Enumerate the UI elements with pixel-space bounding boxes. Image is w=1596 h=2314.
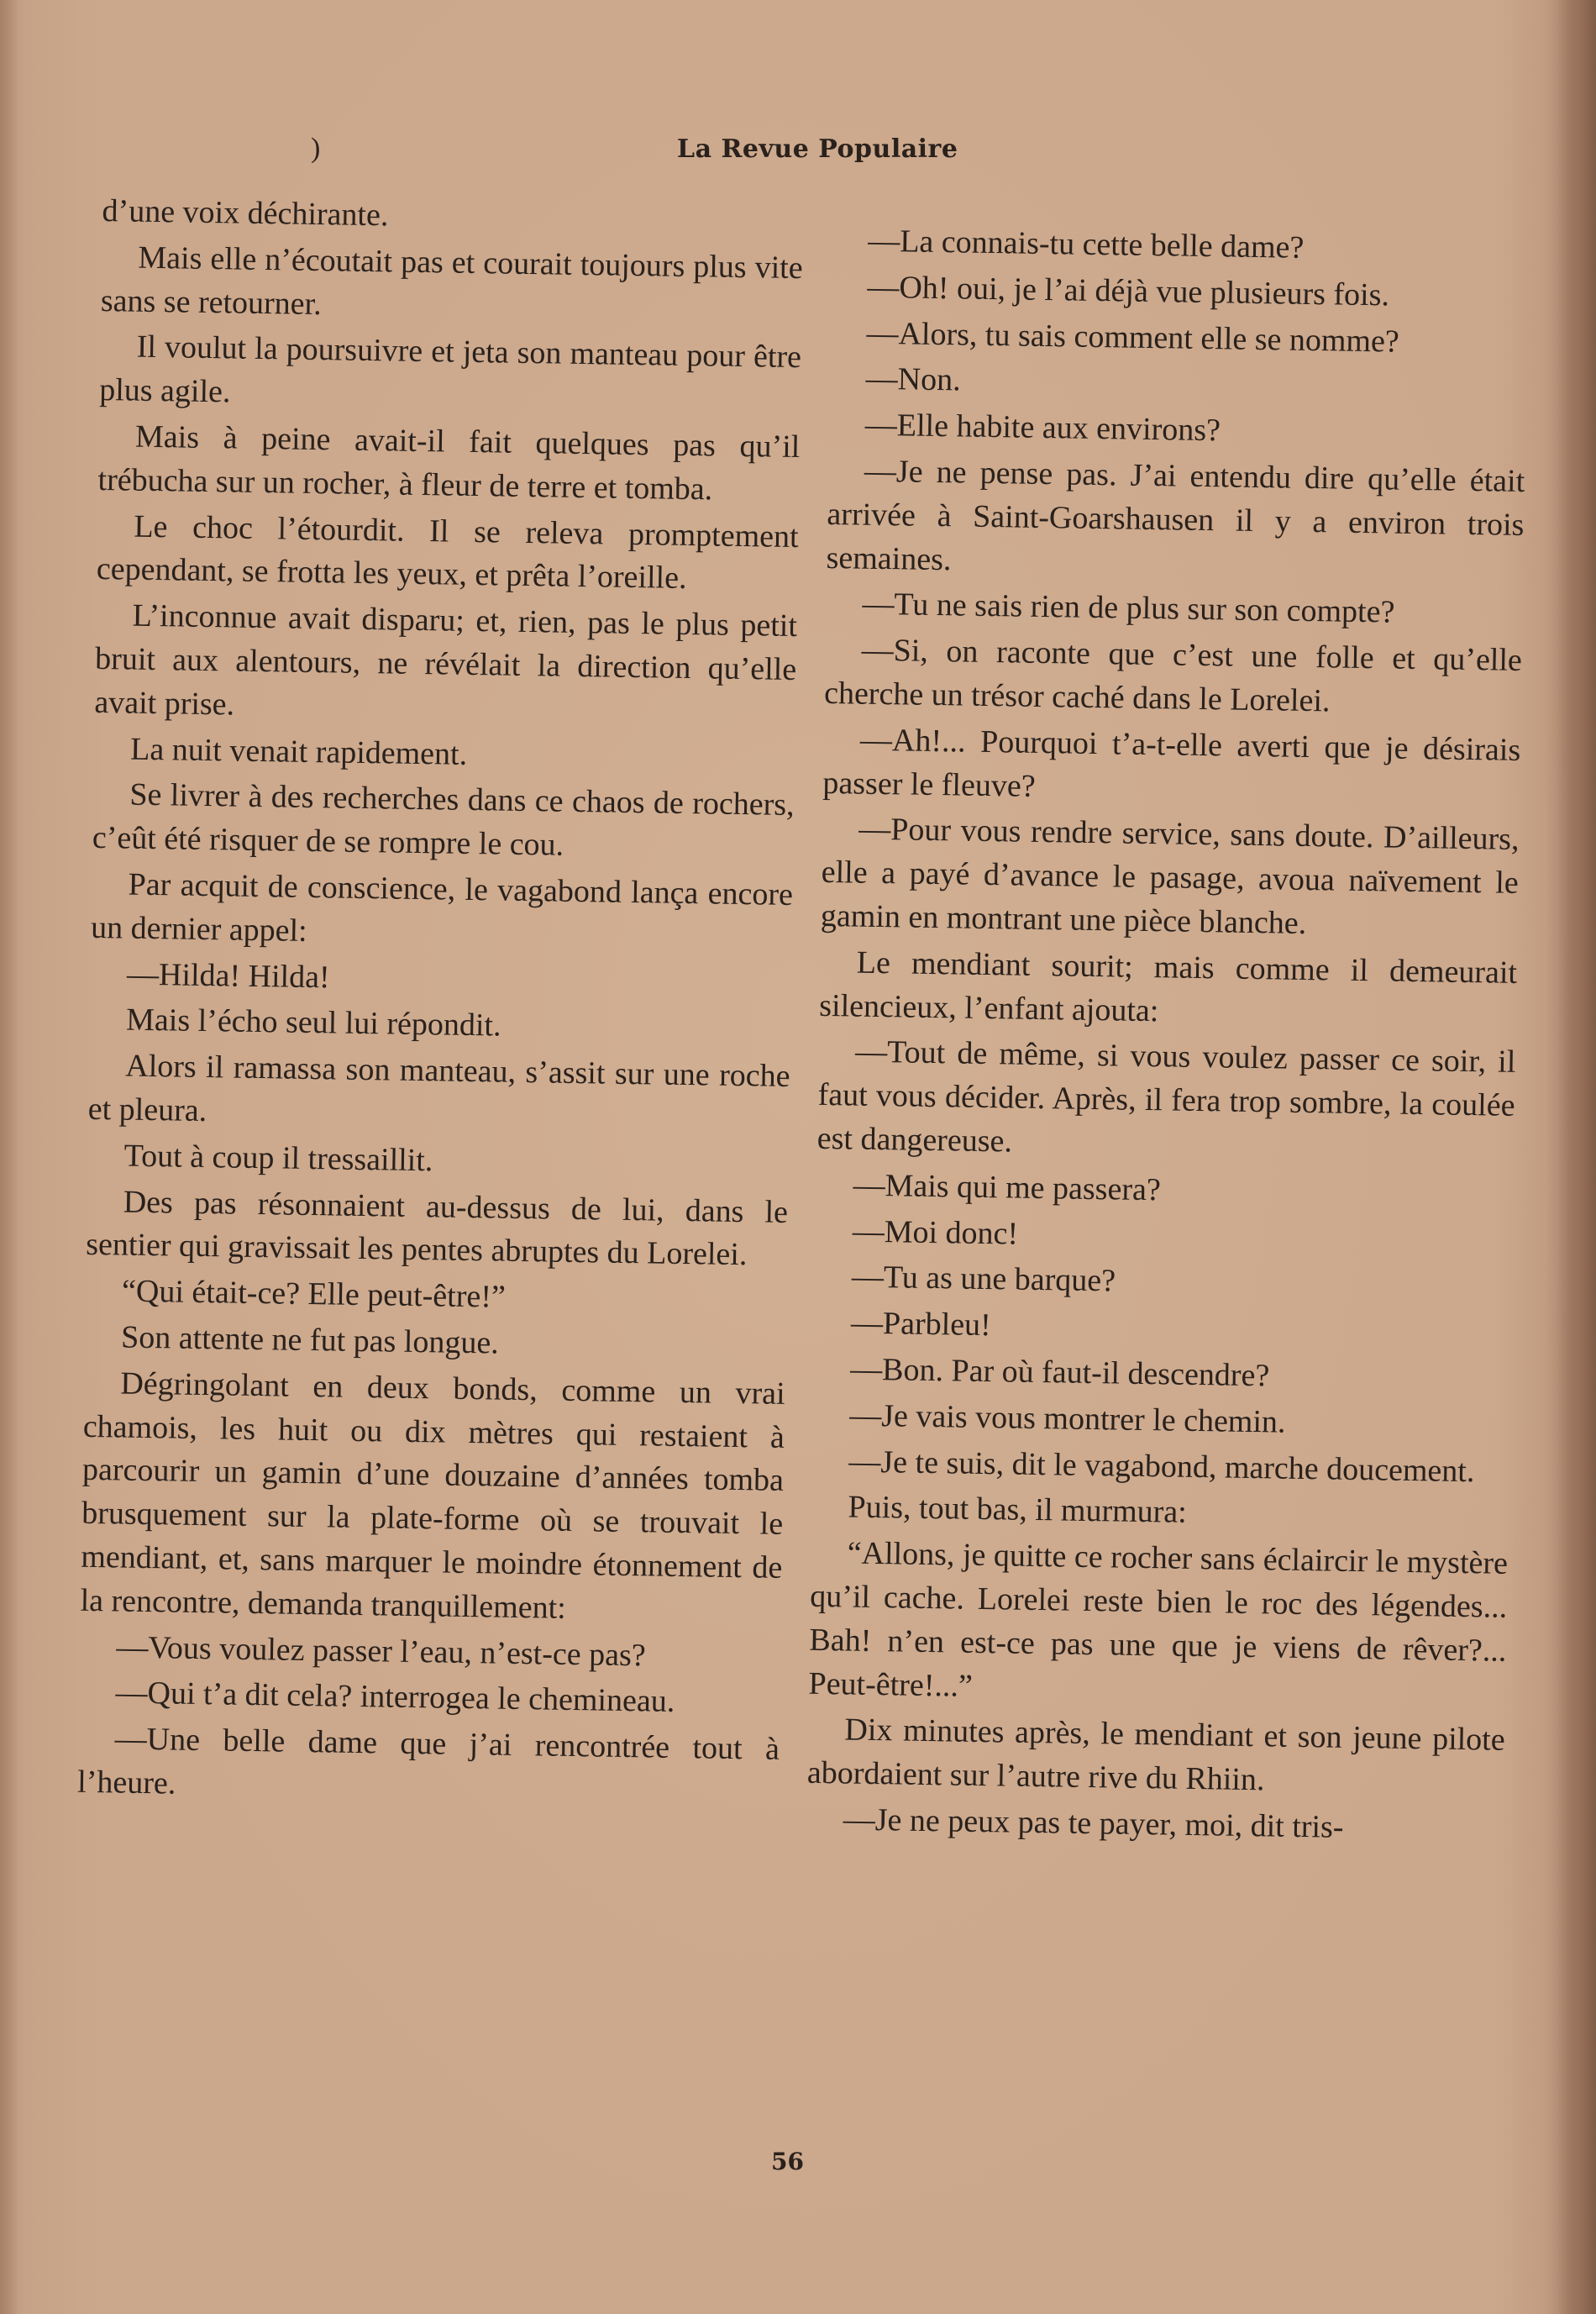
paragraph: Le choc l’étourdit. Il se releva promptement cependant, se frotta les yeux, et prêta l’oreille. <box>96 508 799 597</box>
paragraph: —Je ne peux pas te payer, moi, dit tris- <box>843 1801 1344 1845</box>
paragraph: Tout à coup il tressaillit. <box>123 1138 433 1179</box>
paragraph: “Qui était-ce? Elle peut-être!” <box>121 1273 507 1315</box>
paragraph: —Tout de même, si vous voulez passer ce soir, il faut vous décider. Après, il fera trop sombre, la coulée est dangereuse. <box>816 1033 1516 1160</box>
paragraph: Se livrer à des recherches dans ce chaos de rochers, c’eût été risquer de se rompre le cou. <box>92 776 795 863</box>
paragraph: —Hilda! Hilda! <box>126 956 330 995</box>
paragraph: Alors il ramassa son manteau, s’assit sur une roche et pleura. <box>87 1048 790 1129</box>
paragraph: La nuit venait rapidement. <box>129 731 468 772</box>
paragraph: Il voulut la poursuivre et jeta son manteau pour être plus agile. <box>98 329 802 410</box>
paragraph: —Non. <box>865 361 961 398</box>
paragraph: Puis, tout bas, il murmura: <box>848 1489 1188 1531</box>
paragraph: d’une voix déchirante. <box>102 192 389 234</box>
right-text-column <box>806 219 1529 1854</box>
paragraph: —Oh! oui, je l’ai déjà vue plusieurs fois. <box>867 269 1390 313</box>
paragraph: —Bon. Par où faut-il descendre? <box>849 1351 1270 1394</box>
paragraph: Par acquit de conscience, le vagabond lança encore un dernier appel: <box>90 866 794 949</box>
paragraph: Mais elle n’écoutait pas et courait toujours plus vite sans se retourner. <box>100 239 803 322</box>
header-mark: ) <box>311 133 321 164</box>
paragraph: —Si, on raconte que c’est une folle et qu’elle cherche un trésor caché dans le Lorelei. <box>823 632 1523 719</box>
left-page-edge <box>0 0 18 2314</box>
running-head-title: La Revue Populaire <box>677 134 958 164</box>
paragraph: —Alors, tu sais comment elle se nomme? <box>866 315 1400 360</box>
paragraph: —Moi donc! <box>852 1213 1019 1252</box>
paragraph: —Elle habite aux environs? <box>864 407 1221 449</box>
left-text-column <box>77 190 804 1818</box>
paragraph: —Qui t’a dit cela? interrogea le chemineau. <box>115 1675 675 1720</box>
paragraph: —Vous voulez passer l’eau, n’est-ce pas? <box>116 1628 647 1673</box>
paragraph: Des pas résonnaient au-dessus de lui, dans le sentier qui gravissait les pentes abruptes du Lorelei. <box>85 1184 789 1273</box>
paragraph: —Ah!... Pourquoi t’a-t-elle averti que je désirais passer le fleuve? <box>822 722 1521 804</box>
paragraph: Dix minutes après, le mendiant et son jeune pilote abordaient sur l’autre rive du Rhiin. <box>806 1712 1505 1798</box>
paragraph: Son attente ne fut pas longue. <box>120 1319 500 1361</box>
paragraph: —Pour vous rendre service, sans doute. D’ailleurs, elle a payé d’avance le pasage, avoua naïvement le gamin en montrant une pièce blanche. <box>820 811 1520 941</box>
paragraph: —Une belle dame que j’ai rencontrée tout à l’heure. <box>76 1721 780 1801</box>
page-number: 56 <box>771 2148 804 2175</box>
paragraph: —Tu as une barque? <box>851 1259 1116 1299</box>
right-page-edge <box>1557 0 1596 2314</box>
paragraph: Mais à peine avait-il fait quelques pas qu’il trébucha sur un rocher, à fleur de terre et tomba. <box>97 418 801 508</box>
paragraph: L’inconnue avait disparu; et, rien, pas le plus petit bruit aux alentours, ne révélait la direction qu’elle avait prise. <box>94 597 798 723</box>
paragraph: —La connais-tu cette belle dame? <box>867 223 1305 266</box>
paragraph: —Mais qui me passera? <box>853 1167 1162 1208</box>
paragraph: Dégringolant en deux bonds, comme un vrai chamois, les huit ou dix mètres qui restaient à parcourir un gamin d’une douzaine d’années tomba brusquement sur la plate-forme où se trouvait le mendiant, et, sans marquer le moindre étonnement de la rencontre, demanda tranquillement: <box>80 1365 785 1626</box>
paragraph: —Tu ne sais rien de plus sur son compte? <box>862 586 1395 630</box>
paragraph: —Parbleu! <box>850 1305 992 1344</box>
paragraph: —Je vais vous montrer le chemin. <box>849 1397 1286 1440</box>
paragraph: Mais l’écho seul lui répondit. <box>125 1002 501 1044</box>
paragraph: —Je te suis, dit le vagabond, marche doucement. <box>848 1444 1475 1489</box>
paragraph: —Je ne pense pas. J’ai entendu dire qu’elle était arrivée à Saint-Goarshausen il y a environ trois semaines. <box>826 453 1525 577</box>
paragraph: “Allons, je quitte ce rocher sans éclaircir le mystère qu’il cache. Lorelei reste bien le roc des légendes... Bah! n’en est-ce pas une que je viens de rêver?... Peut-être!...” <box>808 1535 1509 1704</box>
paragraph: Le mendiant sourit; mais comme il demeurait silencieux, l’enfant ajouta: <box>818 944 1518 1028</box>
